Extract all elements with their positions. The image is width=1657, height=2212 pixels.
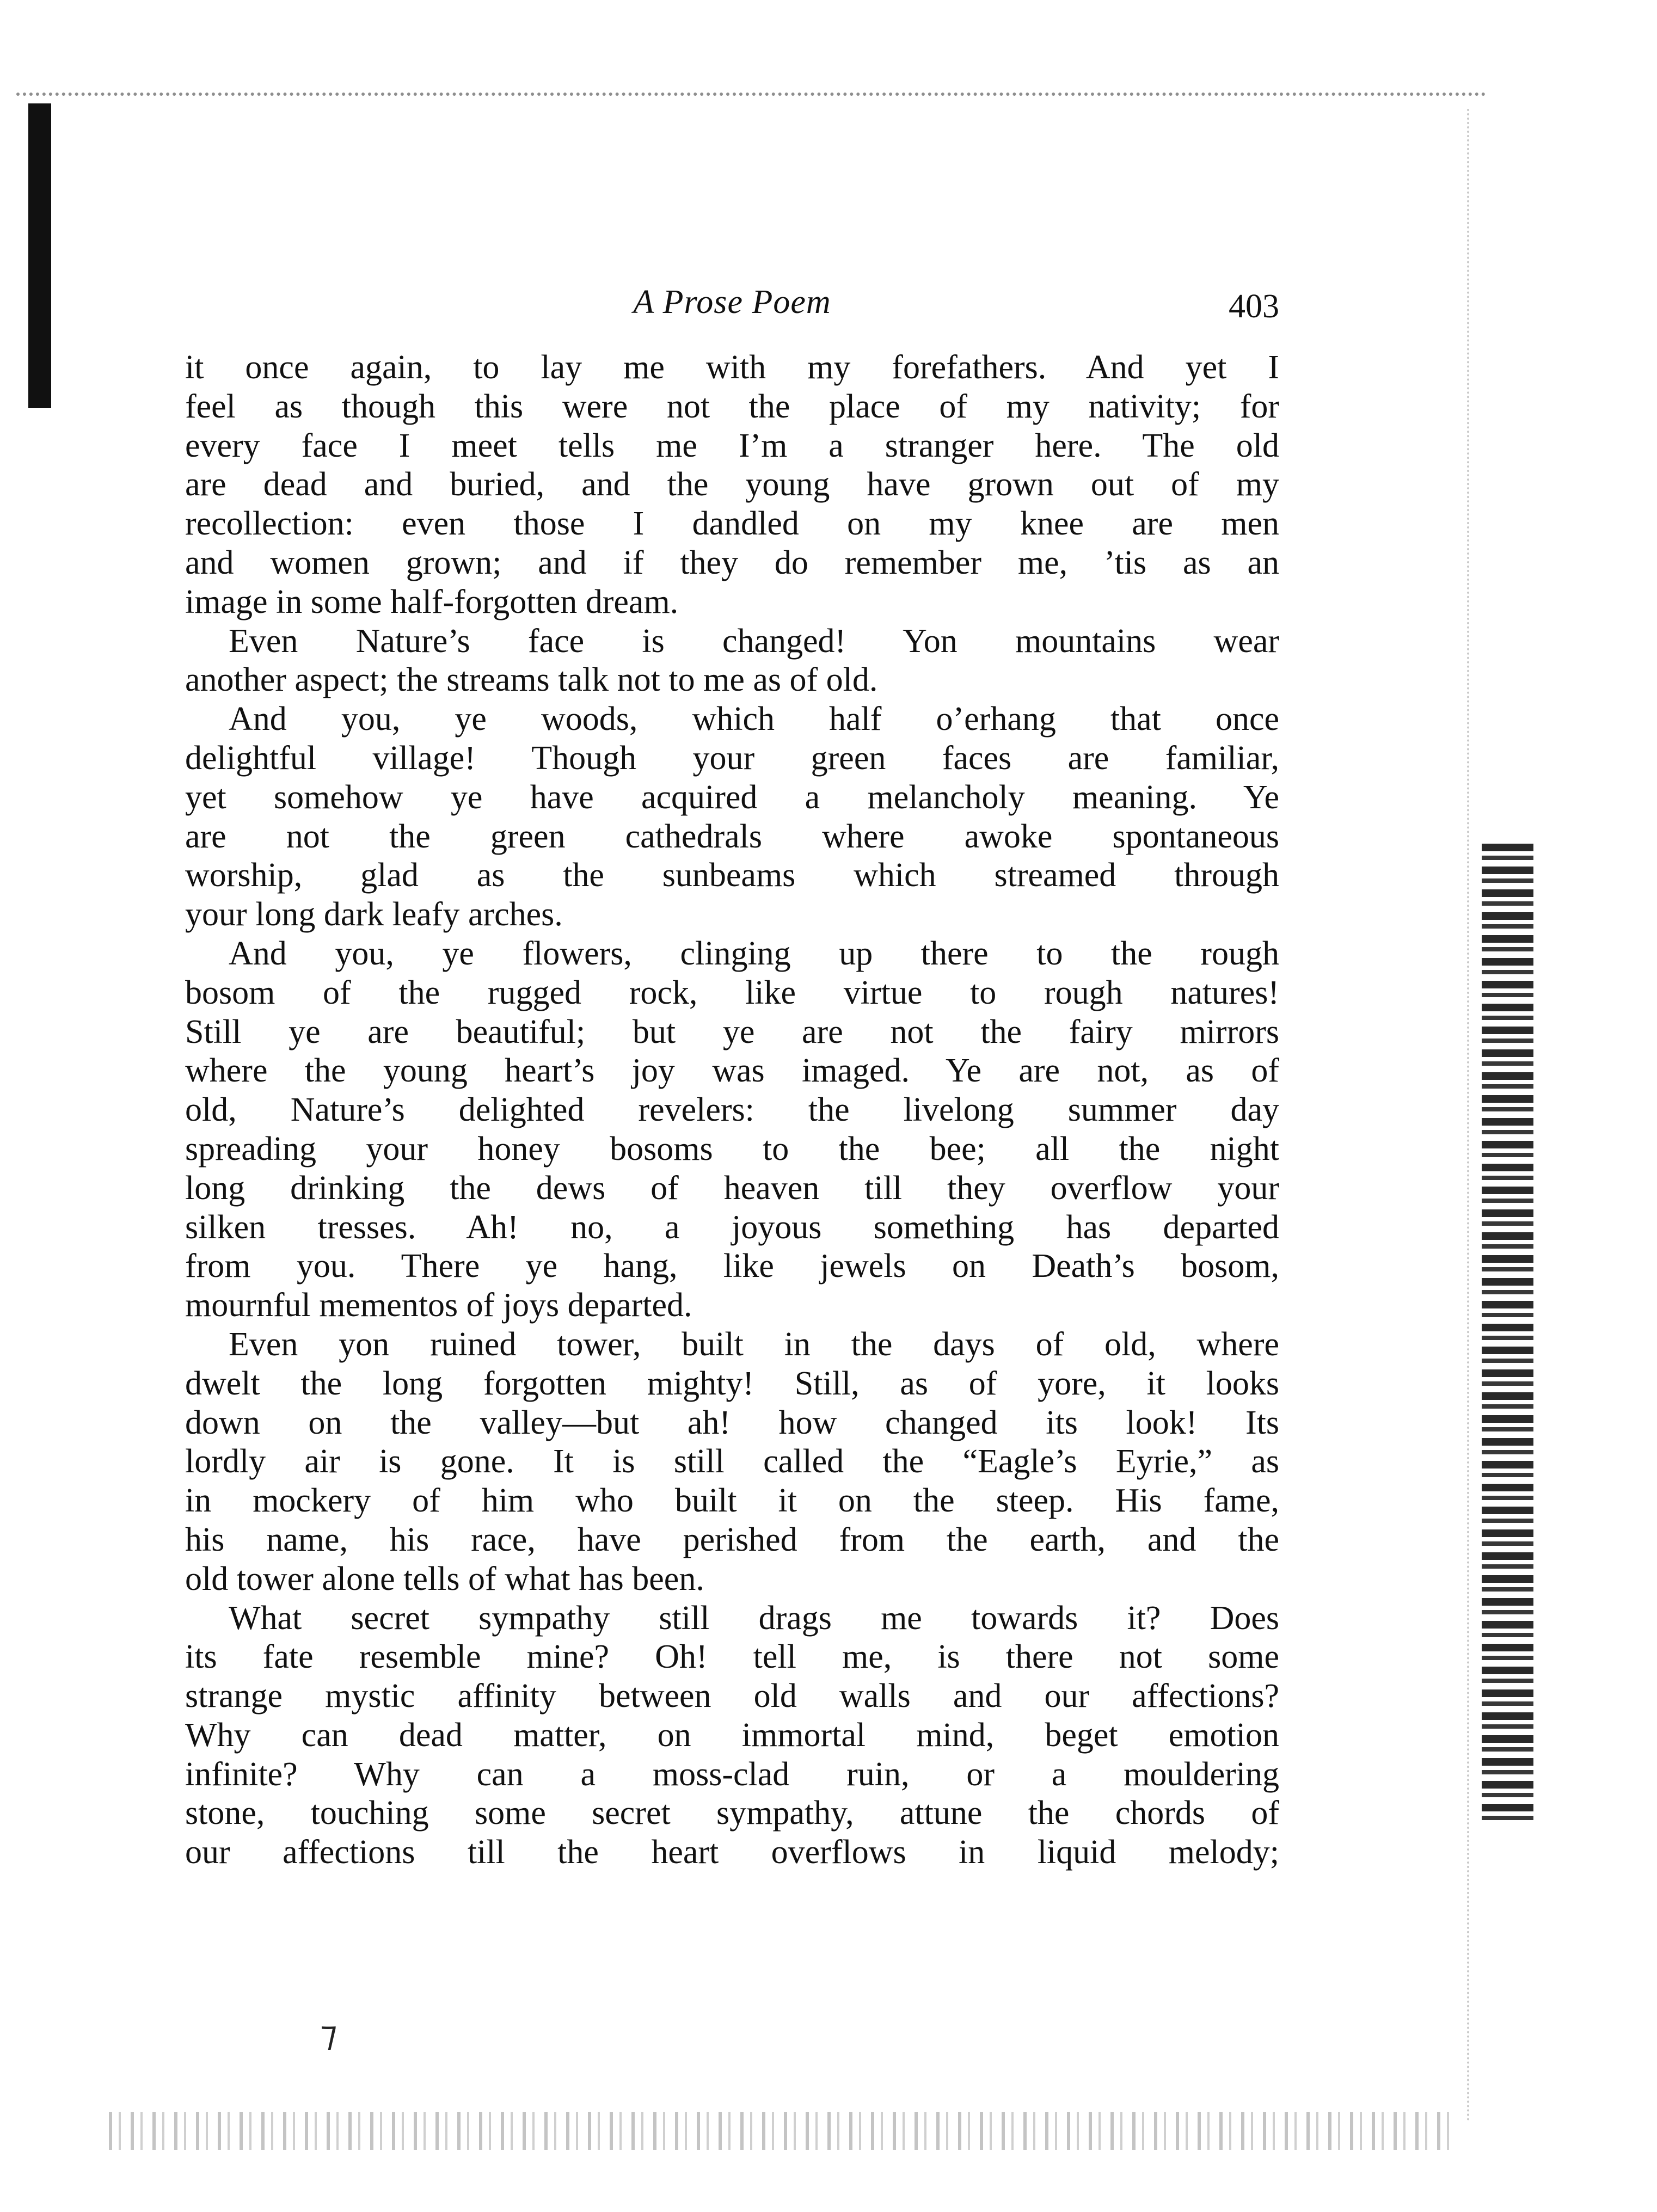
stray-ink-mark: ⁊: [320, 2014, 337, 2053]
text-line: his name, his race, have perished from the earth, and the: [185, 1521, 1279, 1558]
page-number: 403: [1229, 288, 1279, 325]
text-line: strange mystic affinity between old walls and our affections?: [185, 1678, 1279, 1715]
text-line: Even yon ruined tower, built in the days of old, where: [229, 1325, 1279, 1363]
text-line: every face I meet tells me I’m a stranger here. The old: [185, 427, 1279, 464]
text-line: image in some half-forgotten dream.: [185, 583, 679, 620]
text-line: in mockery of him who built it on the steep. His fame,: [185, 1482, 1279, 1520]
text-line: another aspect; the streams talk not to me as of old.: [185, 661, 878, 699]
running-title: A Prose Poem: [633, 284, 831, 321]
text-line: old tower alone tells of what has been.: [185, 1560, 704, 1597]
scan-edge-strip: [1482, 844, 1533, 1823]
text-line: spreading your honey bosoms to the bee; all the night: [185, 1130, 1279, 1168]
text-line: What secret sympathy still drags me towards it? Does: [229, 1599, 1279, 1637]
text-line: recollection: even those I dandled on my knee are men: [185, 505, 1279, 543]
text-line: its fate resemble mine? Oh! tell me, is there not some: [185, 1638, 1279, 1676]
text-line: lordly air is gone. It is still called the “Eagle’s Eyrie,” as: [185, 1443, 1279, 1480]
scan-noise-top-edge: [16, 93, 1486, 103]
text-line: worship, glad as the sunbeams which streamed through: [185, 857, 1279, 894]
text-line: And you, ye flowers, clinging up there to the rough: [229, 935, 1279, 972]
text-line: dwelt the long forgotten mighty! Still, as of yore, it looks: [185, 1365, 1279, 1402]
text-line: feel as though this were not the place of my nativity; for: [185, 388, 1279, 425]
text-line: it once again, to lay me with my forefathers. And yet I: [185, 349, 1279, 386]
text-line: old, Nature’s delighted revelers: the livelong summer day: [185, 1091, 1279, 1129]
scan-noise-right-edge: [1467, 109, 1480, 2123]
text-line: from you. There ye hang, like jewels on Death’s bosom,: [185, 1248, 1279, 1285]
text-line: Even Nature’s face is changed! Yon mountains wear: [229, 622, 1279, 660]
scan-binding-bar: [28, 103, 51, 408]
text-line: infinite? Why can a moss-clad ruin, or a mouldering: [185, 1755, 1279, 1793]
text-line: delightful village! Though your green faces are familiar,: [185, 739, 1279, 777]
text-line: stone, touching some secret sympathy, attune the chords of: [185, 1795, 1279, 1832]
text-line: are not the green cathedrals where awoke spontaneous: [185, 818, 1279, 855]
text-line: are dead and buried, and the young have grown out of my: [185, 466, 1279, 503]
text-line: And you, ye woods, which half o’erhang that once: [229, 701, 1279, 738]
running-head: [185, 283, 1279, 332]
body-text: [185, 348, 1279, 1872]
text-line: yet somehow ye have acquired a melancholy meaning. Ye: [185, 778, 1279, 816]
text-line: long drinking the dews of heaven till they overflow your: [185, 1169, 1279, 1207]
text-line: our affections till the heart overflows in liquid melody;: [185, 1834, 1279, 1871]
scan-noise-bottom-edge: [109, 2112, 1459, 2150]
text-line: and women grown; and if they do remember me, ’tis as an: [185, 544, 1279, 581]
text-line: your long dark leafy arches.: [185, 896, 563, 933]
text-line: down on the valley—but ah! how changed its look! Its: [185, 1404, 1279, 1441]
text-line: Why can dead matter, on immortal mind, beget emotion: [185, 1716, 1279, 1754]
text-line: Still ye are beautiful; but ye are not the fairy mirrors: [185, 1013, 1279, 1050]
text-line: where the young heart’s joy was imaged. Ye are not, as of: [185, 1052, 1279, 1090]
text-line: silken tresses. Ah! no, a joyous something has departed: [185, 1208, 1279, 1246]
text-line: mournful mementos of joys departed.: [185, 1287, 692, 1324]
text-line: bosom of the rugged rock, like virtue to rough natures!: [185, 974, 1279, 1011]
